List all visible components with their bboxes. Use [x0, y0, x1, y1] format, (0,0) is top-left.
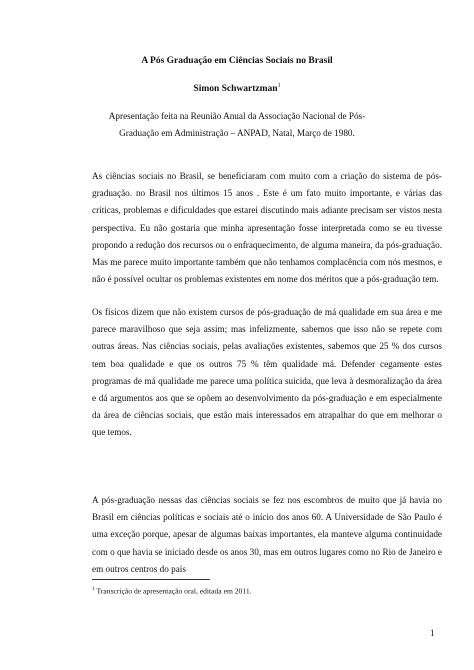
body-paragraph-1: As ciências sociais no Brasil, se beneficiaram com muito com a criação do sistema de pós-graduação. no Brasil nos últimos 15 anos . Este é um fato muito importante, e várias das críticas, problemas e dificuldades que estarei discutindo mais adiante precisam ser vistos nesta perspectiva. Eu não gostaria que minha apresentação fosse interpretada como se eu tivesse propondo a redução dos recursos ou o enfraquecimento, de alguma maneira, da pós-graduação. Mas me parece muito importante também que não tenhamos complacência com nós mesmos, e não é possível ocultar os problemas existentes em nome dos méritos que a pós-graduação tem.: [92, 171, 442, 285]
footnote-mark: 1: [92, 586, 95, 592]
body-paragraph-3: A pós-graduação nessas das ciências sociais se fez nos escombros de muito que já havia no Brasil em ciências políticas e sociais até o início dos anos 60. A Universidade de São Paulo é uma exceção porque, apesar de algumas baixas importantes, ela manteve alguma continuidade com o que havia se iniciado desde os anos 30, mas em outros lugares como no Rio de Janeiro e em outros centros do país: [92, 495, 442, 574]
author-line: [0, 83, 474, 94]
document-title: A Pós Graduação em Ciências Sociais no Brasil: [141, 56, 333, 66]
footnote-separator: [92, 579, 210, 580]
author-footnote-mark: 1: [277, 83, 281, 89]
footnote-text: Transcrição de apresentação oral, editada em 2011.: [94, 586, 252, 596]
page-number: 1: [430, 628, 435, 638]
author-name: Simon Schwartzman: [193, 84, 278, 95]
document-subtitle: Apresentação feita na Reunião Anual da Associação Nacional de Pós-Graduação em Administração – ANPAD, Natal, Março de 1980.: [108, 111, 366, 138]
footnote: [92, 586, 432, 596]
body-paragraph-2: Os físicos dizem que não existem cursos de pós-graduação de má qualidade em sua área e me parece maravilhoso que seja assim; mas infelizmente, sabemos que isso não se repete com outras áreas. Nas ciências sociais, pelas avaliações existentes, sabemos que 25 % dos cursos tem boa qualidade e que os outros 75 % têm qualidade má. Defender cegamente estes programas de má qualidade me parece uma política suicida, que leva à desmoralização da área e dá argumentos aos que se opõem ao desenvolvimento da pós-graduação e em especialmente da área de ciências sociais, que estão mais interessados em atrapalhar do que em melhorar o que temos.: [92, 307, 442, 438]
